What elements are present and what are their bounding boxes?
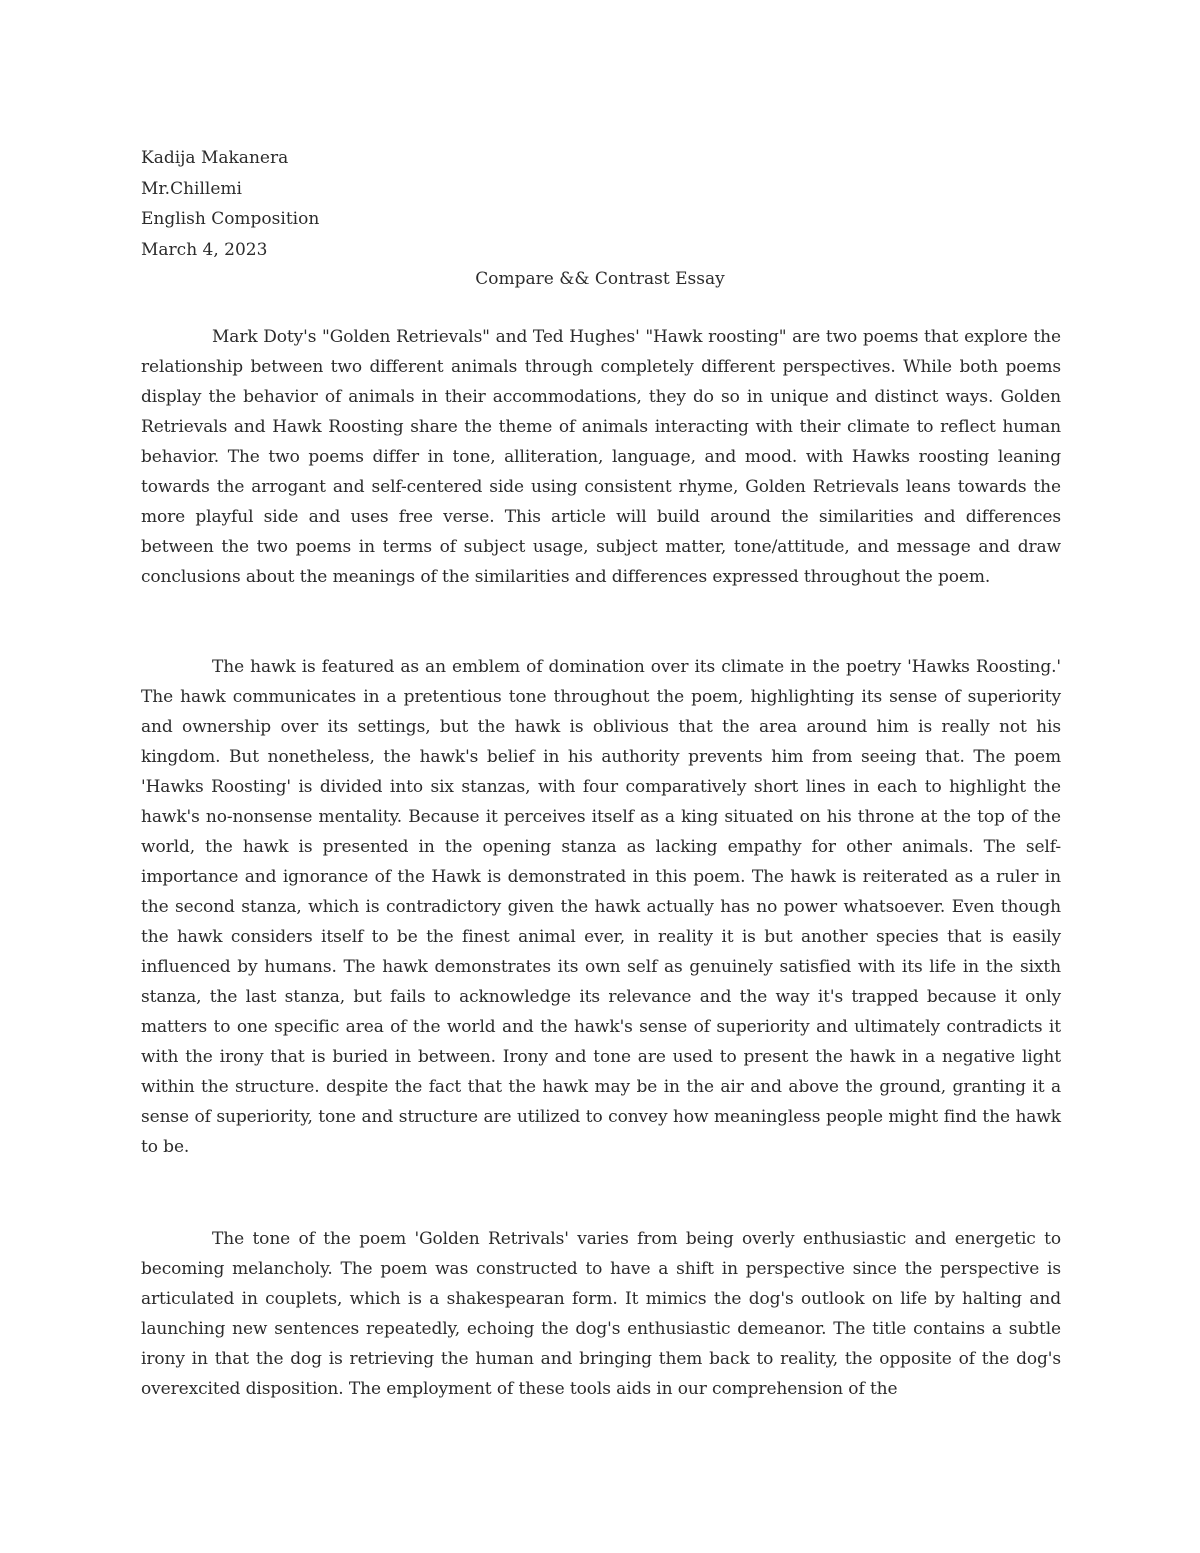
essay-header xyxy=(141,143,1041,265)
paragraph-intro xyxy=(141,322,1061,592)
paragraph-text: The hawk is featured as an emblem of domination over its climate in the poetry 'Hawks Roosting.' The hawk communicates in a pretentious tone throughout the poem, highlighting its sense of superiority and ownership over its settings, but the hawk is oblivious that the area around him is really not his kingdom. But nonetheless, the hawk's belief in his authority prevents him from seeing that. The poem 'Hawks Roosting' is divided into six stanzas, with four comparatively short lines in each to highlight the hawk's no-nonsense mentality. Because it perceives itself as a king situated on his throne at the top of the world, the hawk is presented in the opening stanza as lacking empathy for other animals. The self-importance and ignorance of the Hawk is demonstrated in this poem. The hawk is reiterated as a ruler in the second stanza, which is contradictory given the hawk actually has no power whatsoever. Even though the hawk considers itself to be the finest animal ever, in reality it is but another species that is easily influenced by humans. The hawk demonstrates its own self as genuinely satisfied with its life in the sixth stanza, the last stanza, but fails to acknowledge its relevance and the way it's trapped because it only matters to one specific area of the world and the hawk's sense of superiority and ultimately contradicts it with the irony that is buried in between. Irony and tone are used to present the hawk in a negative light within the structure. despite the fact that the hawk may be in the air and above the ground, granting it a sense of superiority, tone and structure are utilized to convey how meaningless people might find the hawk to be. xyxy=(141,657,1061,1157)
paragraph-text: Mark Doty's "Golden Retrievals" and Ted Hughes' "Hawk roosting" are two poems that explore the relationship between two different animals through completely different perspectives. While both poems display the behavior of animals in their accommodations, they do so in unique and distinct ways. Golden Retrievals and Hawk Roosting share the theme of animals interacting with their climate to reflect human behavior. The two poems differ in tone, alliteration, language, and mood. with Hawks roosting leaning towards the arrogant and self-centered side using consistent rhyme, Golden Retrievals leans towards the more playful side and uses free verse. This article will build around the similarities and differences between the two poems in terms of subject usage, subject matter, tone/attitude, and message and draw conclusions about the meanings of the similarities and differences expressed throughout the poem. xyxy=(141,327,1061,587)
paragraph-text: The tone of the poem 'Golden Retrivals' varies from being overly enthusiastic and energetic to becoming melancholy. The poem was constructed to have a shift in perspective since the perspective is articulated in couplets, which is a shakespearan form. It mimics the dog's outlook on life by halting and launching new sentences repeatedly, echoing the dog's enthusiastic demeanor. The title contains a subtle irony in that the dog is retrieving the human and bringing them back to reality, the opposite of the dog's overexcited disposition. The employment of these tools aids in our comprehension of the xyxy=(141,1229,1061,1399)
paragraph-golden-retrievals xyxy=(141,1224,1061,1404)
essay-title: Compare && Contrast Essay xyxy=(475,269,725,289)
paragraph-hawk xyxy=(141,652,1061,1162)
essay-date: March 4, 2023 xyxy=(141,239,268,260)
course-name: English Composition xyxy=(141,209,320,229)
teacher-name: Mr.Chillemi xyxy=(141,178,242,199)
student-name: Kadija Makanera xyxy=(141,148,289,168)
